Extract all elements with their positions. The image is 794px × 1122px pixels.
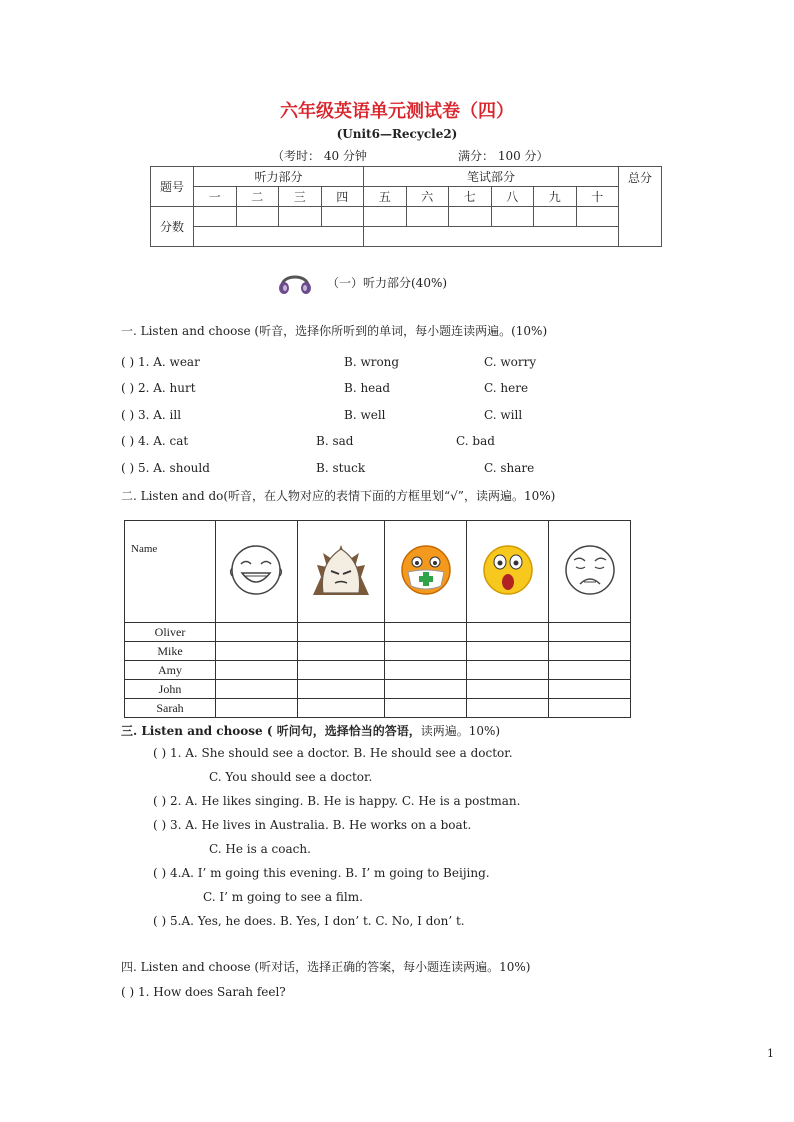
s3-q2: ( ) 2. A. He likes singing. B. He is happy. C. He is a postman.: [153, 794, 521, 808]
answer-box[interactable]: [467, 623, 549, 642]
answer-box[interactable]: [385, 699, 467, 718]
section2-heading: 二. Listen and do(听音，在人物对应的表情下面的方框里划“√”，读两遍。10%): [121, 489, 556, 503]
score-cell[interactable]: [406, 207, 449, 227]
section1-heading: 一. Listen and choose (听音，选择你所听到的单词，每小题连读两遍。(10%): [121, 324, 548, 338]
s3-q1: ( ) 1. A. She should see a doctor. B. He should see a doctor.: [153, 746, 513, 760]
s1-q5-c: C. share: [484, 461, 535, 475]
full-score: 满分： 100 分）: [458, 149, 549, 163]
page-title: 六年级英语单元测试卷（四）: [280, 101, 514, 122]
s1-q5-a: ( ) 5. A. should: [121, 461, 210, 475]
s3-q3-c: C. He is a coach.: [209, 842, 311, 856]
angry-rice-ball-icon: [309, 537, 373, 603]
listen-subtotal-cell[interactable]: [194, 227, 364, 247]
s1-q1-c: C. worry: [484, 355, 537, 369]
score-table: [150, 166, 662, 247]
face-sad: [549, 521, 631, 623]
section4-heading: 四. Listen and choose (听对话，选择正确的答案，每小题连读两遍。10%): [121, 960, 531, 974]
answer-box[interactable]: [467, 680, 549, 699]
total-header: 总分: [619, 167, 662, 247]
answer-box[interactable]: [216, 699, 298, 718]
col-number: 一: [194, 187, 237, 207]
s1-q1-b: B. wrong: [344, 355, 400, 369]
col-number: 七: [449, 187, 492, 207]
answer-box[interactable]: [385, 680, 467, 699]
face-shocked: [467, 521, 549, 623]
score-cell[interactable]: [364, 207, 407, 227]
s3-q4: ( ) 4.A. I’ m going this evening. B. I’ m going to Beijing.: [153, 866, 490, 880]
section3-heading: [121, 722, 500, 739]
answer-box[interactable]: [549, 623, 631, 642]
name-header: Name: [125, 521, 216, 623]
student-name: John: [125, 680, 216, 699]
student-name: Mike: [125, 642, 216, 661]
row-label-number: 题号: [151, 167, 194, 207]
s1-q2-c: C. here: [484, 381, 529, 395]
col-number: 四: [321, 187, 364, 207]
score-cell[interactable]: [534, 207, 577, 227]
s1-q4-a: ( ) 4. A. cat: [121, 434, 189, 448]
page-subtitle: (Unit6—Recycle2): [336, 127, 458, 141]
answer-box[interactable]: [297, 642, 384, 661]
student-name: Sarah: [125, 699, 216, 718]
student-name: Amy: [125, 661, 216, 680]
col-number: 三: [279, 187, 322, 207]
s1-q4-c: C. bad: [456, 434, 495, 448]
score-cell[interactable]: [449, 207, 492, 227]
sad-face-icon: [560, 540, 620, 600]
s1-q3-b: B. well: [344, 408, 386, 422]
page-number: 1: [767, 1047, 774, 1060]
answer-box[interactable]: [549, 699, 631, 718]
answer-box[interactable]: [549, 661, 631, 680]
shocked-face-icon: [478, 540, 538, 600]
s1-q3-c: C. will: [484, 408, 523, 422]
listening-heading: [277, 268, 447, 296]
section3-heading-bold: 三. Listen and choose ( 听问句，选择恰当的答语，: [121, 724, 421, 738]
answer-box[interactable]: [385, 623, 467, 642]
score-cell[interactable]: [491, 207, 534, 227]
s1-q1-a: ( ) 1. A. wear: [121, 355, 200, 369]
row-label-score: 分数: [151, 207, 194, 247]
score-cell[interactable]: [576, 207, 619, 227]
col-number: 十: [576, 187, 619, 207]
written-part-header: 笔试部分: [364, 167, 619, 187]
s1-q5-b: B. stuck: [316, 461, 366, 475]
exam-time: （考时： 40 分钟: [272, 149, 367, 163]
section3-heading-rest: 读两遍。10%): [420, 724, 501, 738]
s1-q3-a: ( ) 3. A. ill: [121, 408, 182, 422]
col-number: 九: [534, 187, 577, 207]
s3-q1-c: C. You should see a doctor.: [209, 770, 373, 784]
answer-box[interactable]: [297, 699, 384, 718]
s1-q2-b: B. head: [344, 381, 391, 395]
answer-box[interactable]: [467, 699, 549, 718]
written-subtotal-cell[interactable]: [364, 227, 619, 247]
answer-box[interactable]: [385, 642, 467, 661]
col-number: 六: [406, 187, 449, 207]
listening-heading-text: （一）听力部分(40%): [327, 275, 448, 290]
score-cell[interactable]: [321, 207, 364, 227]
answer-box[interactable]: [297, 680, 384, 699]
s1-q4-b: B. sad: [316, 434, 354, 448]
listen-part-header: 听力部分: [194, 167, 364, 187]
headphones-icon: [277, 268, 313, 296]
col-number: 五: [364, 187, 407, 207]
s3-q4-c: C. I’ m going to see a film.: [203, 890, 363, 904]
col-number: 二: [236, 187, 279, 207]
faces-table: [124, 520, 631, 718]
answer-box[interactable]: [216, 623, 298, 642]
answer-box[interactable]: [549, 680, 631, 699]
s3-q3: ( ) 3. A. He lives in Australia. B. He works on a boat.: [153, 818, 472, 832]
answer-box[interactable]: [467, 661, 549, 680]
answer-box[interactable]: [385, 661, 467, 680]
score-cell[interactable]: [279, 207, 322, 227]
answer-box[interactable]: [297, 623, 384, 642]
score-cell[interactable]: [194, 207, 237, 227]
score-cell[interactable]: [236, 207, 279, 227]
s3-q5: ( ) 5.A. Yes, he does. B. Yes, I don’ t. C. No, I don’ t.: [153, 914, 465, 928]
s4-q1: ( ) 1. How does Sarah feel?: [121, 985, 286, 999]
answer-box[interactable]: [467, 642, 549, 661]
col-number: 八: [491, 187, 534, 207]
answer-box[interactable]: [549, 642, 631, 661]
laughing-face-icon: [226, 540, 286, 600]
answer-box[interactable]: [216, 642, 298, 661]
face-laughing: [216, 521, 298, 623]
face-sick: [385, 521, 467, 623]
sick-face-icon: [396, 540, 456, 600]
student-name: Oliver: [125, 623, 216, 642]
answer-box[interactable]: [297, 661, 384, 680]
answer-box[interactable]: [216, 680, 298, 699]
s1-q2-a: ( ) 2. A. hurt: [121, 381, 196, 395]
face-angry: [297, 521, 384, 623]
answer-box[interactable]: [216, 661, 298, 680]
